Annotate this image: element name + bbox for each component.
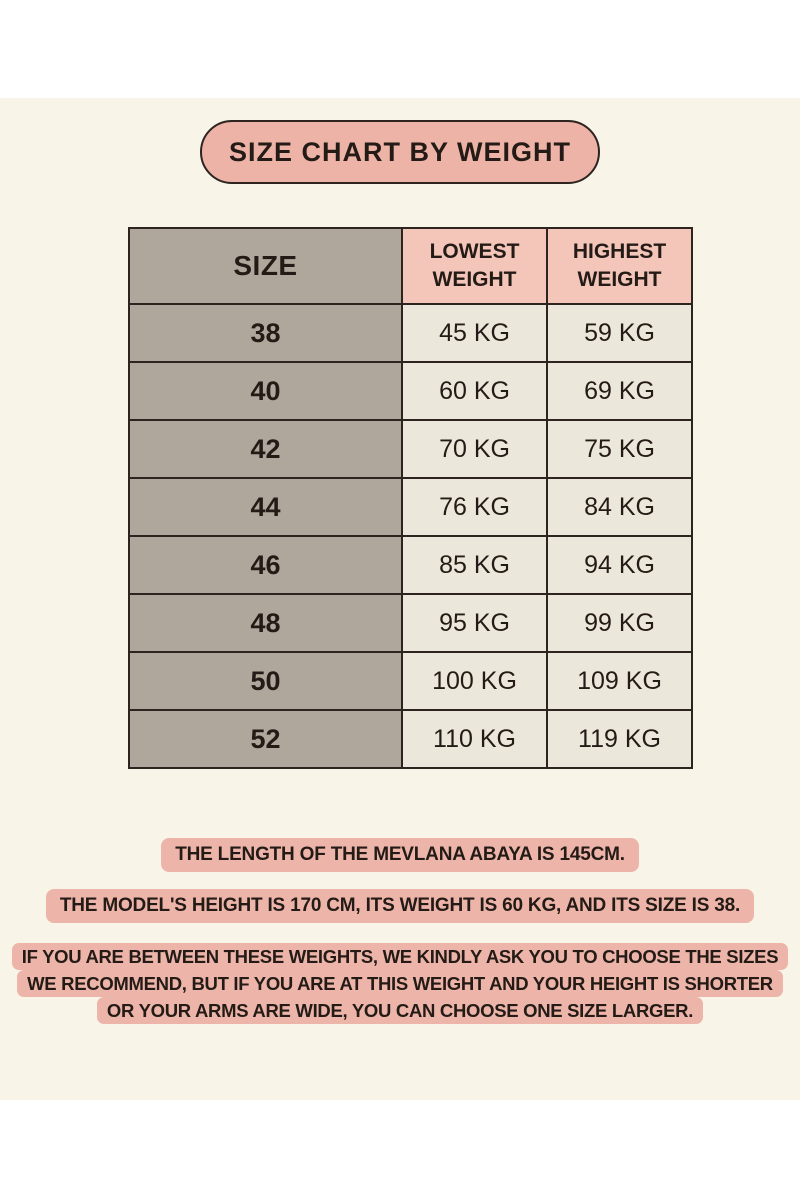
col-header-lowest-weight: LOWEST WEIGHT — [402, 228, 547, 304]
highest-weight-cell: 84 KG — [547, 478, 692, 536]
size-cell: 48 — [129, 594, 402, 652]
highest-weight-cell: 119 KG — [547, 710, 692, 768]
highest-weight-cell: 109 KG — [547, 652, 692, 710]
highest-weight-cell: 59 KG — [547, 304, 692, 362]
note-model-stats — [0, 889, 800, 923]
table-row — [129, 362, 692, 420]
note-size-advice-line — [0, 943, 800, 970]
note-size-advice-text: WE RECOMMEND, BUT IF YOU ARE AT THIS WEIGHT AND YOUR HEIGHT IS SHORTER — [17, 970, 783, 997]
lowest-weight-cell: 70 KG — [402, 420, 547, 478]
note-abaya-length — [0, 838, 800, 872]
size-cell: 40 — [129, 362, 402, 420]
highest-weight-cell: 69 KG — [547, 362, 692, 420]
table-row — [129, 304, 692, 362]
size-chart-table — [128, 227, 693, 769]
size-cell: 38 — [129, 304, 402, 362]
size-cell: 50 — [129, 652, 402, 710]
size-cell: 44 — [129, 478, 402, 536]
lowest-weight-cell: 85 KG — [402, 536, 547, 594]
size-chart-title: SIZE CHART BY WEIGHT — [200, 120, 600, 184]
size-cell: 46 — [129, 536, 402, 594]
header-row — [129, 228, 692, 304]
note-size-advice — [0, 943, 800, 1024]
highest-weight-cell: 75 KG — [547, 420, 692, 478]
table-row — [129, 420, 692, 478]
lowest-weight-cell: 45 KG — [402, 304, 547, 362]
lowest-weight-cell: 100 KG — [402, 652, 547, 710]
table-row — [129, 594, 692, 652]
lowest-weight-cell: 110 KG — [402, 710, 547, 768]
table-row — [129, 478, 692, 536]
size-cell: 52 — [129, 710, 402, 768]
table-body — [129, 304, 692, 768]
col-header-highest-weight: HIGHEST WEIGHT — [547, 228, 692, 304]
size-cell: 42 — [129, 420, 402, 478]
highest-weight-cell: 99 KG — [547, 594, 692, 652]
note-size-advice-text: IF YOU ARE BETWEEN THESE WEIGHTS, WE KINDLY ASK YOU TO CHOOSE THE SIZES — [12, 943, 789, 970]
table-header — [129, 228, 692, 304]
table-row — [129, 652, 692, 710]
col-header-size: SIZE — [129, 228, 402, 304]
table-row — [129, 710, 692, 768]
lowest-weight-cell: 60 KG — [402, 362, 547, 420]
note-model-stats-text: THE MODEL'S HEIGHT IS 170 CM, ITS WEIGHT IS 60 KG, AND ITS SIZE IS 38. — [46, 889, 754, 923]
lowest-weight-cell: 76 KG — [402, 478, 547, 536]
note-size-advice-line — [0, 997, 800, 1024]
note-size-advice-text: OR YOUR ARMS ARE WIDE, YOU CAN CHOOSE ONE SIZE LARGER. — [97, 997, 703, 1024]
table-row — [129, 536, 692, 594]
highest-weight-cell: 94 KG — [547, 536, 692, 594]
note-abaya-length-text: THE LENGTH OF THE MEVLANA ABAYA IS 145CM. — [161, 838, 639, 872]
lowest-weight-cell: 95 KG — [402, 594, 547, 652]
note-size-advice-line — [0, 970, 800, 997]
